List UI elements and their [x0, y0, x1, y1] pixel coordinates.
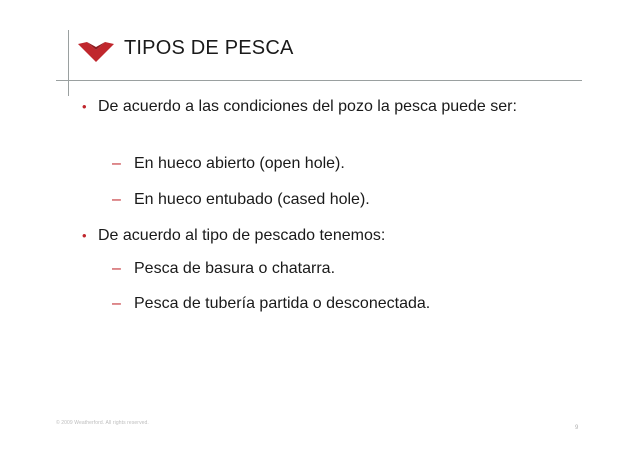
dash-marker: –: [112, 191, 121, 208]
weatherford-logo-icon: [78, 38, 114, 66]
dash-marker: –: [112, 295, 121, 312]
page-number: 9: [575, 425, 579, 431]
vertical-rule: [68, 30, 69, 96]
bullet-marker: •: [82, 228, 87, 243]
dash-marker: –: [112, 260, 121, 277]
bullet-text: De acuerdo a las condiciones del pozo la pesca puede ser:: [98, 98, 517, 115]
slide-title: TIPOS DE PESCA: [124, 37, 294, 59]
bullet-item: [82, 96, 562, 118]
sub-bullet-text: En hueco abierto (open hole).: [134, 155, 345, 172]
bullet-text: De acuerdo al tipo de pescado tenemos:: [98, 227, 386, 244]
sub-bullet-item: [112, 153, 552, 175]
footer-copyright: © 2009 Weatherford. All rights reserved.: [56, 420, 149, 426]
sub-bullet-text: Pesca de basura o chatarra.: [134, 260, 336, 277]
horizontal-rule: [56, 80, 582, 81]
bullet-item: [82, 225, 562, 247]
sub-bullet-text: Pesca de tubería partida o desconectada.: [134, 295, 431, 312]
dash-marker: –: [112, 155, 121, 172]
sub-bullet-item: [112, 258, 552, 280]
sub-bullet-item: [112, 189, 552, 211]
bullet-marker: •: [82, 99, 87, 114]
sub-bullet-item: [112, 293, 552, 315]
sub-bullet-text: En hueco entubado (cased hole).: [134, 191, 370, 208]
